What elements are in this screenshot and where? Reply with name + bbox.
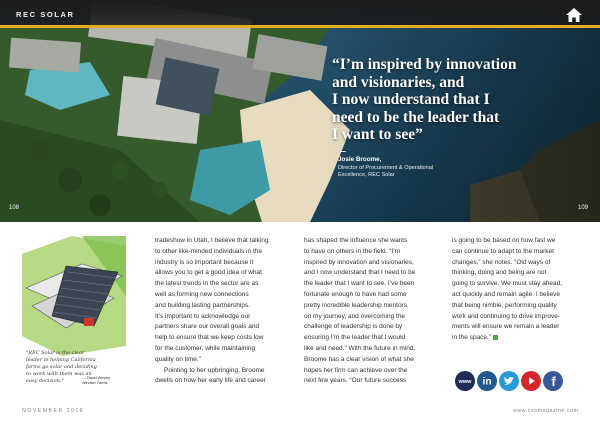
sketch-handwriting-line: to work with them was an	[26, 371, 92, 377]
sketch-handwriting-line: farms go solar and deciding	[26, 364, 97, 370]
body-column-2	[304, 236, 444, 387]
quote-line: I want to see”	[332, 126, 423, 143]
youtube-icon[interactable]	[521, 371, 541, 391]
linkedin-icon[interactable]	[477, 371, 497, 391]
body-line: pretty incredible leadership mentors	[304, 301, 407, 309]
body-line: industry is so important because it	[155, 258, 254, 266]
facebook-icon-label: f	[551, 374, 556, 389]
attribution-name: Josie Broome,	[338, 156, 382, 163]
body-line: can continue to adapt to the market	[452, 247, 554, 255]
body-line: for the customer, while maintaining	[155, 344, 256, 352]
sketch-credit	[82, 376, 110, 386]
body-line: on my journey, and overcoming the	[304, 312, 406, 320]
pull-quote	[332, 56, 592, 144]
footer-website-link[interactable]: www.cxomagazine.com	[513, 408, 579, 414]
body-line: act quickly and remain agile. I believe	[452, 290, 561, 298]
body-line: going to survive. We must stay ahead,	[452, 280, 563, 288]
page-number-right: 109	[578, 205, 589, 211]
attribution-title	[338, 165, 433, 180]
sketch-handwriting-line: easy decision."	[26, 378, 64, 384]
body-line: ensuring I’m the leader that I would	[304, 334, 406, 342]
body-line: hopes her firm can achieve over the	[304, 366, 408, 374]
body-line: Pointing to her upbringing, Broome	[155, 366, 265, 374]
body-line: help to ensure that we keep costs low	[155, 334, 264, 342]
body-line: and building lasting partnerships.	[155, 301, 251, 309]
body-line: tradeshow in Utah, I believe that talking	[155, 237, 269, 244]
body-line: challenge of leadership is done by	[304, 323, 403, 331]
sketch-credit-line: Windset Farms	[82, 381, 108, 385]
body-line: is going to be based on how fast we	[452, 237, 556, 244]
website-icon-label: www	[458, 379, 472, 385]
website-icon[interactable]	[455, 371, 475, 391]
body-line: that being nimble, performing quality	[452, 301, 557, 309]
top-bar	[0, 0, 600, 28]
section-label: REC SOLAR	[16, 10, 75, 19]
body-line-text: in the space.”	[452, 334, 492, 342]
quote-line: “I’m inspired by innovation	[332, 56, 517, 73]
body-line: ments will ensure we remain a leader	[452, 323, 560, 331]
body-line: the leader that I want to see. I’ve been	[304, 280, 415, 288]
body-line: Broome has a clear vision of what she	[304, 355, 414, 363]
home-icon[interactable]	[566, 8, 582, 22]
body-column-3	[452, 236, 592, 344]
sketch-credit-line: — David Wesley	[82, 376, 110, 380]
body-line: well as forming new connections	[155, 290, 249, 298]
body-line: fortunate enough to have had some	[304, 290, 407, 298]
body-line: dwells on how her early life and career	[155, 377, 266, 385]
body-line: has shaped the influence she wants	[304, 237, 408, 244]
twitter-icon[interactable]	[499, 371, 519, 391]
body-line: It’s important to acknowledge our	[155, 312, 251, 320]
body-line: inspired by innovation and visionaries,	[304, 258, 414, 266]
body-line: changes,” she notes. “Old ways of	[452, 258, 551, 266]
quote-line: need to be the leader that	[332, 108, 500, 126]
solar-farm-sketch	[22, 236, 126, 390]
body-line: the latest trends in the sector are as	[155, 280, 259, 288]
body-line: thinking, doing and being are not	[452, 269, 547, 277]
attribution-rule	[338, 151, 346, 152]
sketch-handwriting-line: leader in helping California	[26, 357, 96, 363]
quote-line: I now understand that I	[332, 91, 490, 108]
sketch-handwriting-line: "REC Solar is the clear	[26, 350, 85, 356]
quote-line: and visionaries, and	[332, 73, 465, 91]
body-column-1	[155, 236, 295, 387]
body-line: partners share our overall goals and	[155, 323, 260, 331]
facebook-icon[interactable]	[543, 371, 563, 391]
body-line: next few years. “Our future success	[304, 377, 407, 385]
body-line: like and need.” With the future in mind,	[304, 344, 416, 352]
linkedin-icon-label: in	[482, 376, 492, 388]
footer-issue-date: NOVEMBER 2018	[22, 408, 85, 414]
body-line: work and continuing to drive improve-	[452, 312, 561, 320]
attribution-title-line: Excellence, REC Solar	[338, 172, 395, 179]
body-line: to other like-minded individuals in the	[155, 247, 262, 255]
body-line: and I now understand that I need to be	[304, 269, 416, 277]
body-line: quality on time.”	[155, 355, 201, 363]
body-line: to have on others in the field. “I’m	[304, 247, 401, 255]
attribution-title-line: Director of Procurement & Operational	[338, 165, 434, 171]
sketch-illustration	[22, 236, 126, 390]
end-of-article-mark	[493, 335, 498, 340]
body-line: allows you to get a good idea of what	[155, 269, 262, 277]
page-number-left: 108	[9, 205, 20, 211]
accent-stripe	[0, 25, 600, 28]
body-line	[452, 333, 592, 344]
